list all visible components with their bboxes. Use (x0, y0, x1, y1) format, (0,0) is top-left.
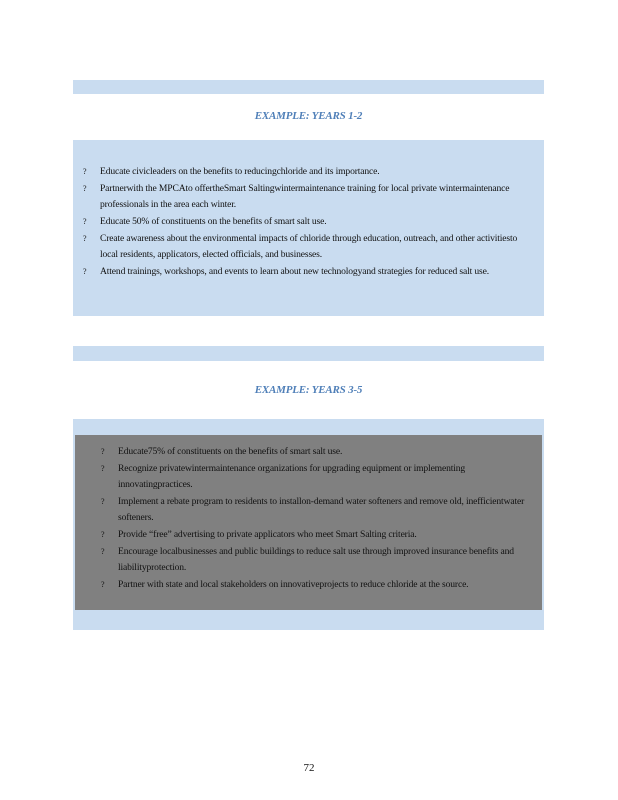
bullet-icon: ? (101, 547, 105, 556)
list-item-text: Create awareness about the environmental impacts of chloride through education, outreach, and other activitiesto local residents, applicators, elected officials, and businesses. (100, 233, 518, 260)
list-item (83, 231, 530, 263)
list-item-text: Implement a rebate program to residents to installon-demand water softeners and remove old, inefficientwater softeners. (118, 496, 525, 523)
page-number: 72 (303, 762, 315, 774)
section2-top-band (73, 346, 544, 361)
list-item-text: Partner with state and local stakeholders on innovativeprojects to reduce chloride at the source. (118, 579, 469, 590)
list-item (83, 214, 530, 230)
list-item (101, 544, 528, 576)
bullet-icon: ? (101, 580, 105, 589)
list-item (101, 494, 528, 526)
bullet-icon: ? (83, 217, 87, 226)
list-item-text: Partnerwith the MPCAto offertheSmart Saltingwintermaintenance training for local private wintermaintenance professionals in the area each winter. (100, 183, 510, 210)
section1-heading: EXAMPLE: YEARS 1-2 (254, 110, 363, 122)
bullet-icon: ? (101, 447, 105, 456)
bullet-icon: ? (83, 234, 87, 243)
list-item (83, 181, 530, 213)
list-item (83, 164, 530, 180)
bullet-icon: ? (83, 267, 87, 276)
bullet-icon: ? (83, 184, 87, 193)
bullet-icon: ? (101, 497, 105, 506)
section1-list (83, 164, 530, 281)
list-item-text: Educate75% of constituents on the benefits of smart salt use. (118, 446, 343, 457)
list-item (101, 577, 528, 593)
list-item-text: Attend trainings, workshops, and events to learn about new technologyand strategies for reduced salt use. (100, 266, 489, 277)
bullet-icon: ? (83, 167, 87, 176)
bullet-icon: ? (101, 530, 105, 539)
list-item (101, 444, 528, 460)
list-item-text: Educate 50% of constituents on the benefits of smart salt use. (100, 216, 327, 227)
list-item (101, 461, 528, 493)
section1-top-band (73, 80, 544, 94)
list-item (83, 264, 530, 280)
section2-heading: EXAMPLE: YEARS 3-5 (254, 384, 363, 396)
list-item-text: Provide “free” advertising to private applicators who meet Smart Salting criteria. (118, 529, 417, 540)
list-item-text: Recognize privatewintermaintenance organizations for upgrading equipment or implementing innovatingpractices. (118, 463, 466, 490)
list-item-text: Educate civicleaders on the benefits to reducingchloride and its importance. (100, 166, 380, 177)
list-item-text: Encourage localbusinesses and public buildings to reduce salt use through improved insurance benefits and liabilityprotection. (118, 546, 514, 573)
bullet-icon: ? (101, 464, 105, 473)
list-item (101, 527, 528, 543)
section2-list (101, 444, 528, 594)
